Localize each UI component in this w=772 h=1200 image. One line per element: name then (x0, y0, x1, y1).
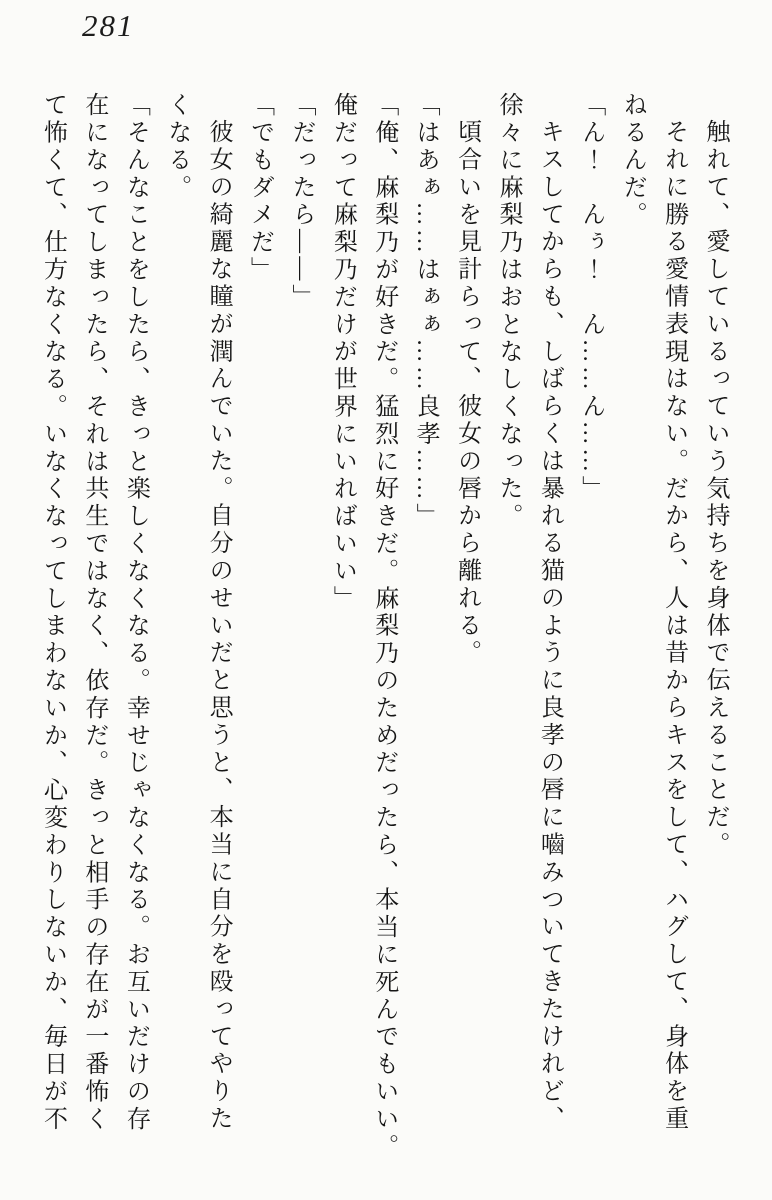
text-line: 「でもダメだ」 (246, 92, 273, 284)
text-line: 彼女の綺麗な瞳が潤んでいた。自分のせいだと思うと、本当に自分を殴ってやりた (205, 119, 232, 1134)
text-line: て怖くて、仕方なくなる。いなくなってしまわないか、心変わりしないか、毎日が不 (39, 92, 66, 1134)
text-line: ねるんだ。 (619, 92, 646, 229)
text-line: 徐々に麻梨乃はおとなしくなった。 (494, 92, 521, 531)
text-line: 俺だって麻梨乃だけが世界にいればいい」 (329, 92, 356, 613)
text-line: 触れて、愛しているっていう気持ちを身体で伝えることだ。 (702, 119, 728, 860)
text-line: くなる。 (163, 92, 190, 202)
text-line: 「そんなことをしたら、きっと楽しくなくなる。幸せじゃなくなる。お互いだけの存 (122, 92, 149, 1134)
text-line: 「はあぁ……はぁぁ……良孝……」 (412, 92, 439, 531)
page-number: 281 (82, 8, 135, 43)
text-line: 「だったら――」 (287, 92, 314, 312)
text-line: 「ん！ んぅ！ ん……ん……」 (577, 92, 604, 503)
text-line: 在になってしまったら、それは共生ではなく、依存だ。きっと相手の存在が一番怖く (80, 92, 107, 1134)
text-line: 「俺、麻梨乃が好きだ。猛烈に好きだ。麻梨乃のためだったら、本当に死んでもいい。 (370, 92, 397, 1161)
text-line: キスしてからも、しばらくは暴れる猫のように良孝の唇に嚙みついてきたけれど、 (536, 119, 563, 1134)
text-line: 頃合いを見計らって、彼女の唇から離れる。 (453, 119, 480, 668)
text-line: それに勝る愛情表現はない。だから、人は昔からキスをして、ハグして、身体を重 (660, 119, 687, 1134)
page-text (31, 92, 735, 1184)
